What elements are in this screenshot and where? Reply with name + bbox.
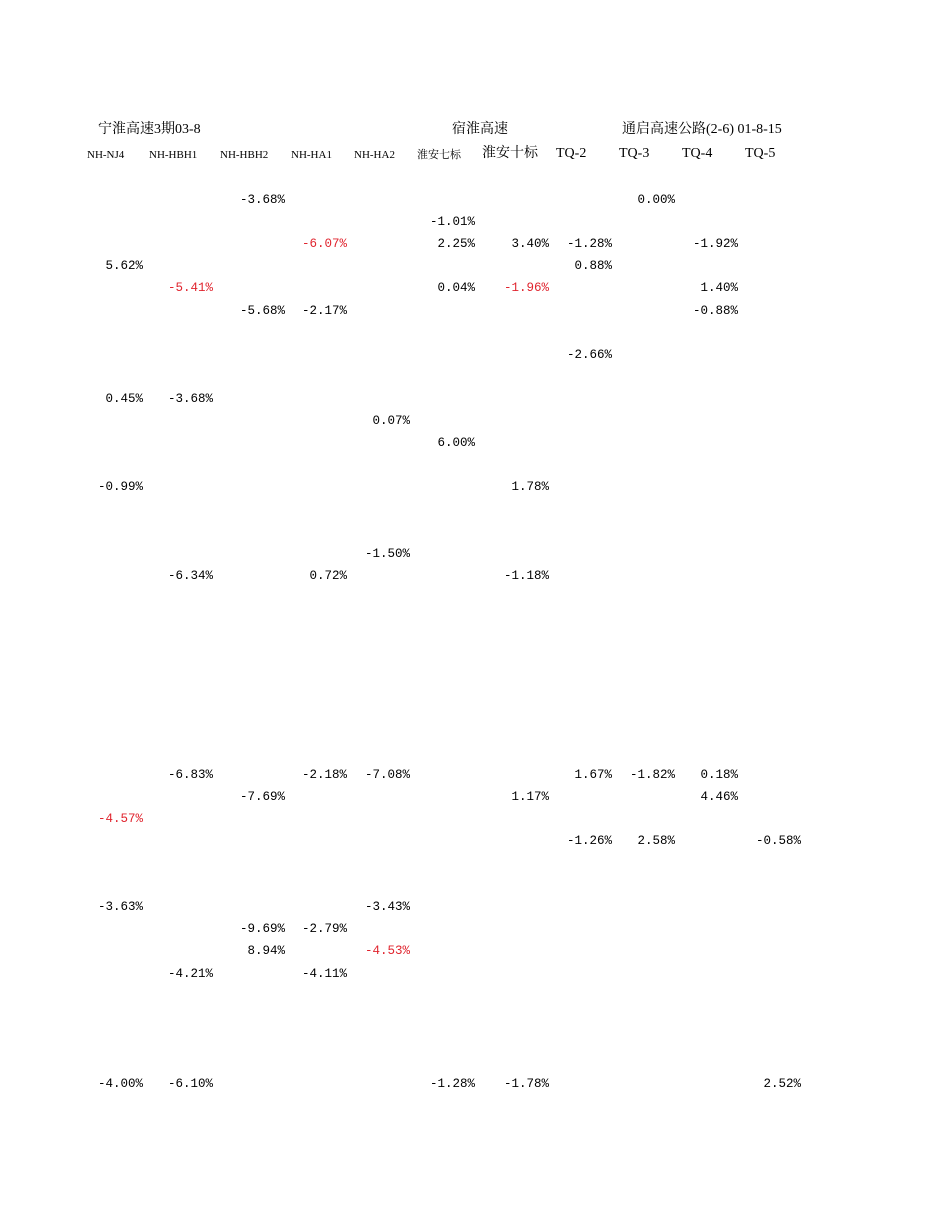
column-header-nh-ha1: NH-HA1 <box>291 149 332 161</box>
column-header-tq-4: TQ-4 <box>682 146 713 161</box>
value-cell: -7.69% <box>239 789 285 804</box>
value-cell: -3.68% <box>167 391 213 406</box>
column-header-tq-3: TQ-3 <box>619 146 650 161</box>
value-cell: -1.78% <box>503 1077 549 1091</box>
group-title-ninghuai: 宁淮高速3期03-8 <box>98 122 201 137</box>
value-cell: -4.21% <box>167 966 213 981</box>
value-cell: -1.28% <box>566 237 612 252</box>
column-header-huaian-7: 淮安七标 <box>417 149 461 161</box>
value-cell: -1.01% <box>429 215 475 230</box>
value-cell: 1.40% <box>700 281 738 296</box>
value-cell: -6.83% <box>167 767 213 782</box>
value-cell: -3.43% <box>364 900 410 915</box>
value-cell: 2.25% <box>437 237 475 252</box>
value-cell: -0.99% <box>97 480 143 495</box>
value-cell: -1.26% <box>566 833 612 848</box>
value-cell: 1.67% <box>574 767 612 782</box>
value-cell: -3.68% <box>239 193 285 207</box>
value-cell: -1.18% <box>503 568 549 583</box>
value-cell: -2.79% <box>301 922 347 937</box>
value-cell: 0.18% <box>700 767 738 782</box>
value-cell: 8.94% <box>247 944 285 959</box>
value-cell: -2.18% <box>301 767 347 782</box>
value-cell: 5.62% <box>105 259 143 274</box>
value-cell: -1.28% <box>429 1077 475 1091</box>
value-cell: 0.07% <box>372 414 410 428</box>
value-cell: -2.66% <box>566 347 612 362</box>
value-cell: -6.10% <box>167 1077 213 1091</box>
value-cell: 0.45% <box>105 391 143 406</box>
value-cell: -4.00% <box>97 1077 143 1091</box>
column-header-nh-hbh1: NH-HBH1 <box>149 149 198 161</box>
value-cell: -4.53% <box>364 944 410 959</box>
value-cell: -6.34% <box>167 568 213 583</box>
value-cell: -1.82% <box>629 767 675 782</box>
value-cell: -5.41% <box>167 281 213 296</box>
value-cell: -1.92% <box>692 237 738 252</box>
column-header-nh-hbh2: NH-HBH2 <box>220 149 269 161</box>
column-header-nh-ha2: NH-HA2 <box>354 149 395 161</box>
value-cell: 0.00% <box>637 193 675 207</box>
value-cell: -2.17% <box>301 303 347 318</box>
value-cell: 2.52% <box>763 1077 801 1091</box>
value-cell: -0.88% <box>692 303 738 318</box>
column-header-huaian-10: 淮安十标 <box>482 146 538 161</box>
value-cell: -5.68% <box>239 303 285 318</box>
value-cell: -4.57% <box>97 811 143 826</box>
value-cell: 4.46% <box>700 789 738 804</box>
value-cell: -6.07% <box>301 237 347 252</box>
value-cell: 3.40% <box>511 237 549 252</box>
value-cell: 6.00% <box>437 436 475 451</box>
value-cell: 0.88% <box>574 259 612 274</box>
column-header-tq-2: TQ-2 <box>556 146 587 161</box>
group-title-suhuai: 宿淮高速 <box>452 122 508 137</box>
column-header-nh-nj4: NH-NJ4 <box>87 149 125 161</box>
value-cell: -9.69% <box>239 922 285 937</box>
value-cell: -1.50% <box>364 546 410 561</box>
group-title-tongqi: 通启高速公路(2-6) 01-8-15 <box>622 122 782 137</box>
value-cell: -1.96% <box>503 281 549 296</box>
value-cell: 1.78% <box>511 480 549 495</box>
value-cell: -4.11% <box>301 966 347 981</box>
value-cell: 0.04% <box>437 281 475 296</box>
column-header-tq-5: TQ-5 <box>745 146 776 161</box>
value-cell: 0.72% <box>309 568 347 583</box>
value-cell: -3.63% <box>97 900 143 915</box>
value-cell: -0.58% <box>755 833 801 848</box>
value-cell: -7.08% <box>364 767 410 782</box>
value-cell: 2.58% <box>637 833 675 848</box>
value-cell: 1.17% <box>511 789 549 804</box>
